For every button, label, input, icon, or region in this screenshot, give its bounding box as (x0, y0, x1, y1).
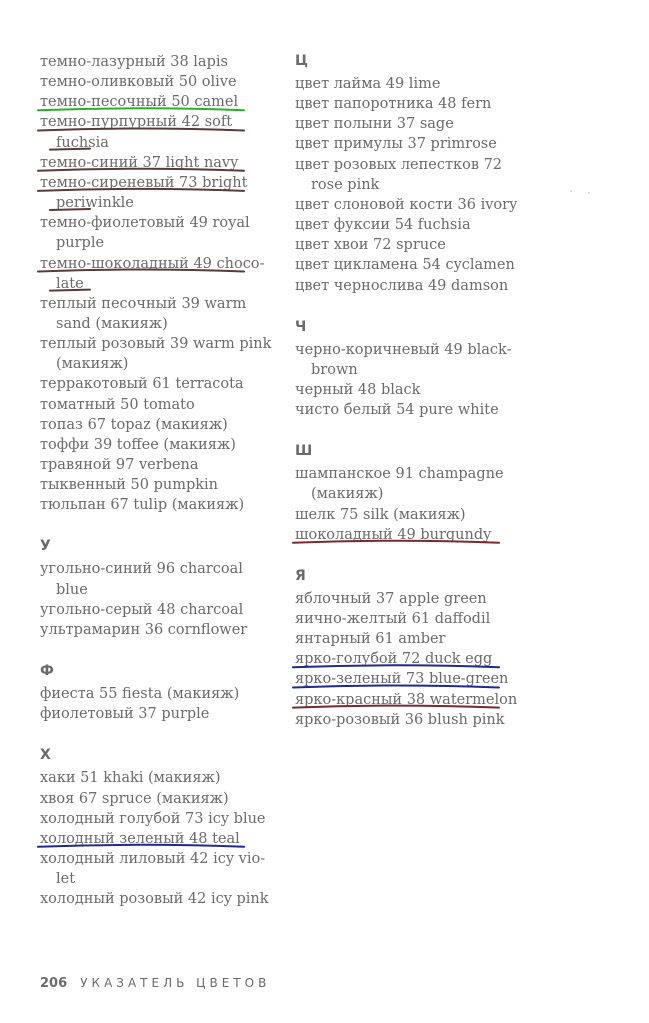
index-entry-line: цвет примулы 37 primrose (295, 136, 497, 153)
index-entry-line: periwinkle (56, 195, 134, 212)
index-entry-line: хаки 51 khaki (макияж) (40, 770, 221, 787)
section-letter: У (40, 538, 51, 555)
section-letter: Ц (295, 53, 308, 69)
index-entry-line: purple (56, 235, 105, 252)
index-entry-line: темно-фиолетовый 49 royal (40, 215, 250, 232)
section-letter: Ш (295, 443, 313, 460)
index-entry-line: brown (311, 361, 358, 378)
index-entry-line: шоколадный 49 burgundy (295, 526, 492, 543)
index-entry-line: хвоя 67 spruce (макияж) (40, 790, 229, 807)
index-entry-line: ярко-розовый 36 blush pink (295, 711, 505, 728)
index-entry-line: цвет папоротника 48 fern (295, 96, 492, 113)
index-entry-line: let (56, 871, 76, 888)
index-entry-line: травяной 97 verbena (40, 457, 199, 473)
index-entry-line: топаз 67 topaz (макияж) (40, 416, 228, 433)
index-entry-line: шампанское 91 champagne (295, 466, 504, 483)
section-letter: Ф (40, 663, 54, 680)
index-entry-line: томатный 50 tomato (40, 396, 195, 413)
index-entry-line: темно-сиреневый 73 bright (40, 174, 248, 191)
index-entry-line: ультрамарин 36 cornflower (40, 621, 248, 638)
index-entry-line: фиолетовый 37 purple (40, 706, 210, 723)
index-entry-line: fuchsia (56, 134, 109, 151)
index-entry-line: (макияж) (56, 356, 129, 373)
index-entry-line: темно-синий 37 light navy (40, 154, 239, 171)
index-entry-line: цвет чернослива 49 damson (295, 277, 509, 294)
index-entry-line: фиеста 55 fiesta (макияж) (40, 686, 240, 703)
index-entry-line: ярко-красный 38 watermelon (295, 691, 518, 708)
index-entry-line: черно-коричневый 49 black- (295, 341, 512, 358)
index-entry-line: чисто белый 54 pure white (295, 402, 499, 419)
index-entry-line: цвет фуксии 54 fuchsia (295, 217, 471, 234)
index-entry-line: late (56, 275, 84, 292)
index-entry-line: янтарный 61 amber (295, 631, 446, 648)
index-entry-line: угольно-серый 48 charcoal (40, 601, 244, 618)
index-entry-line: ярко-зеленый 73 blue-green (295, 671, 509, 688)
index-entry-line: яблочный 37 apple green (295, 590, 487, 607)
index-entry-line: холодный розовый 42 icy pink (40, 891, 269, 908)
page-footer (40, 972, 270, 991)
index-entry-line: blue (56, 581, 88, 598)
index-entry-line: (макияж) (311, 486, 384, 503)
index-entry-line: холодный лиловый 42 icy vio- (40, 850, 266, 867)
index-entry-line: теплый песочный 39 warm (40, 295, 247, 312)
index-entry-line: цвет цикламена 54 cyclamen (295, 257, 515, 274)
index-entry-line: темно-шоколадный 49 choco- (40, 255, 265, 272)
index-entry-line: угольно-синий 96 charcoal (40, 561, 243, 578)
page-number: 206 (40, 976, 68, 991)
index-entry-line: sand (макияж) (56, 315, 168, 332)
paper-speck (588, 192, 590, 194)
index-entry-line: цвет лайма 49 lime (295, 76, 441, 92)
index-entry-line: цвет полыни 37 sage (295, 116, 454, 133)
index-entry-line: яично-желтый 61 daffodil (295, 611, 491, 627)
section-letter: Я (295, 567, 306, 584)
paper-speck (570, 190, 572, 192)
index-entry-line: теплый розовый 39 warm pink (40, 336, 272, 353)
index-entry-line: шелк 75 silk (макияж) (295, 506, 466, 523)
index-entry-line: ярко-голубой 72 duck egg (295, 651, 493, 668)
index-entry-line: цвет слоновой кости 36 ivory (295, 196, 518, 213)
index-entry-line: rose pink (311, 176, 380, 193)
index-entry-line: цвет розовых лепестков 72 (295, 156, 503, 173)
index-entry-line: темно-песочный 50 camel (40, 94, 239, 111)
index-entry-line: тоффи 39 toffee (макияж) (40, 436, 236, 453)
index-entry-line: холодный голубой 73 icy blue (40, 810, 266, 827)
index-entry-line: терракотовый 61 terracota (40, 376, 244, 393)
index-entry-line: черный 48 black (295, 381, 421, 398)
index-entry-line: темно-пурпурный 42 soft (40, 114, 233, 131)
section-letter: Ч (295, 318, 307, 335)
index-entry-line: тыквенный 50 pumpkin (40, 477, 218, 494)
index-entry-line: темно-оливковый 50 olive (40, 74, 237, 91)
index-entry-line: темно-лазурный 38 lapis (40, 54, 228, 70)
running-title: УКАЗАТЕЛЬ ЦВЕТОВ (80, 976, 271, 990)
index-entry-line: холодный зеленый 48 teal (40, 830, 240, 847)
section-letter: Х (40, 747, 51, 764)
index-entry-line: цвет хвои 72 spruce (295, 237, 446, 254)
index-entry-line: тюльпан 67 tulip (макияж) (40, 497, 245, 514)
